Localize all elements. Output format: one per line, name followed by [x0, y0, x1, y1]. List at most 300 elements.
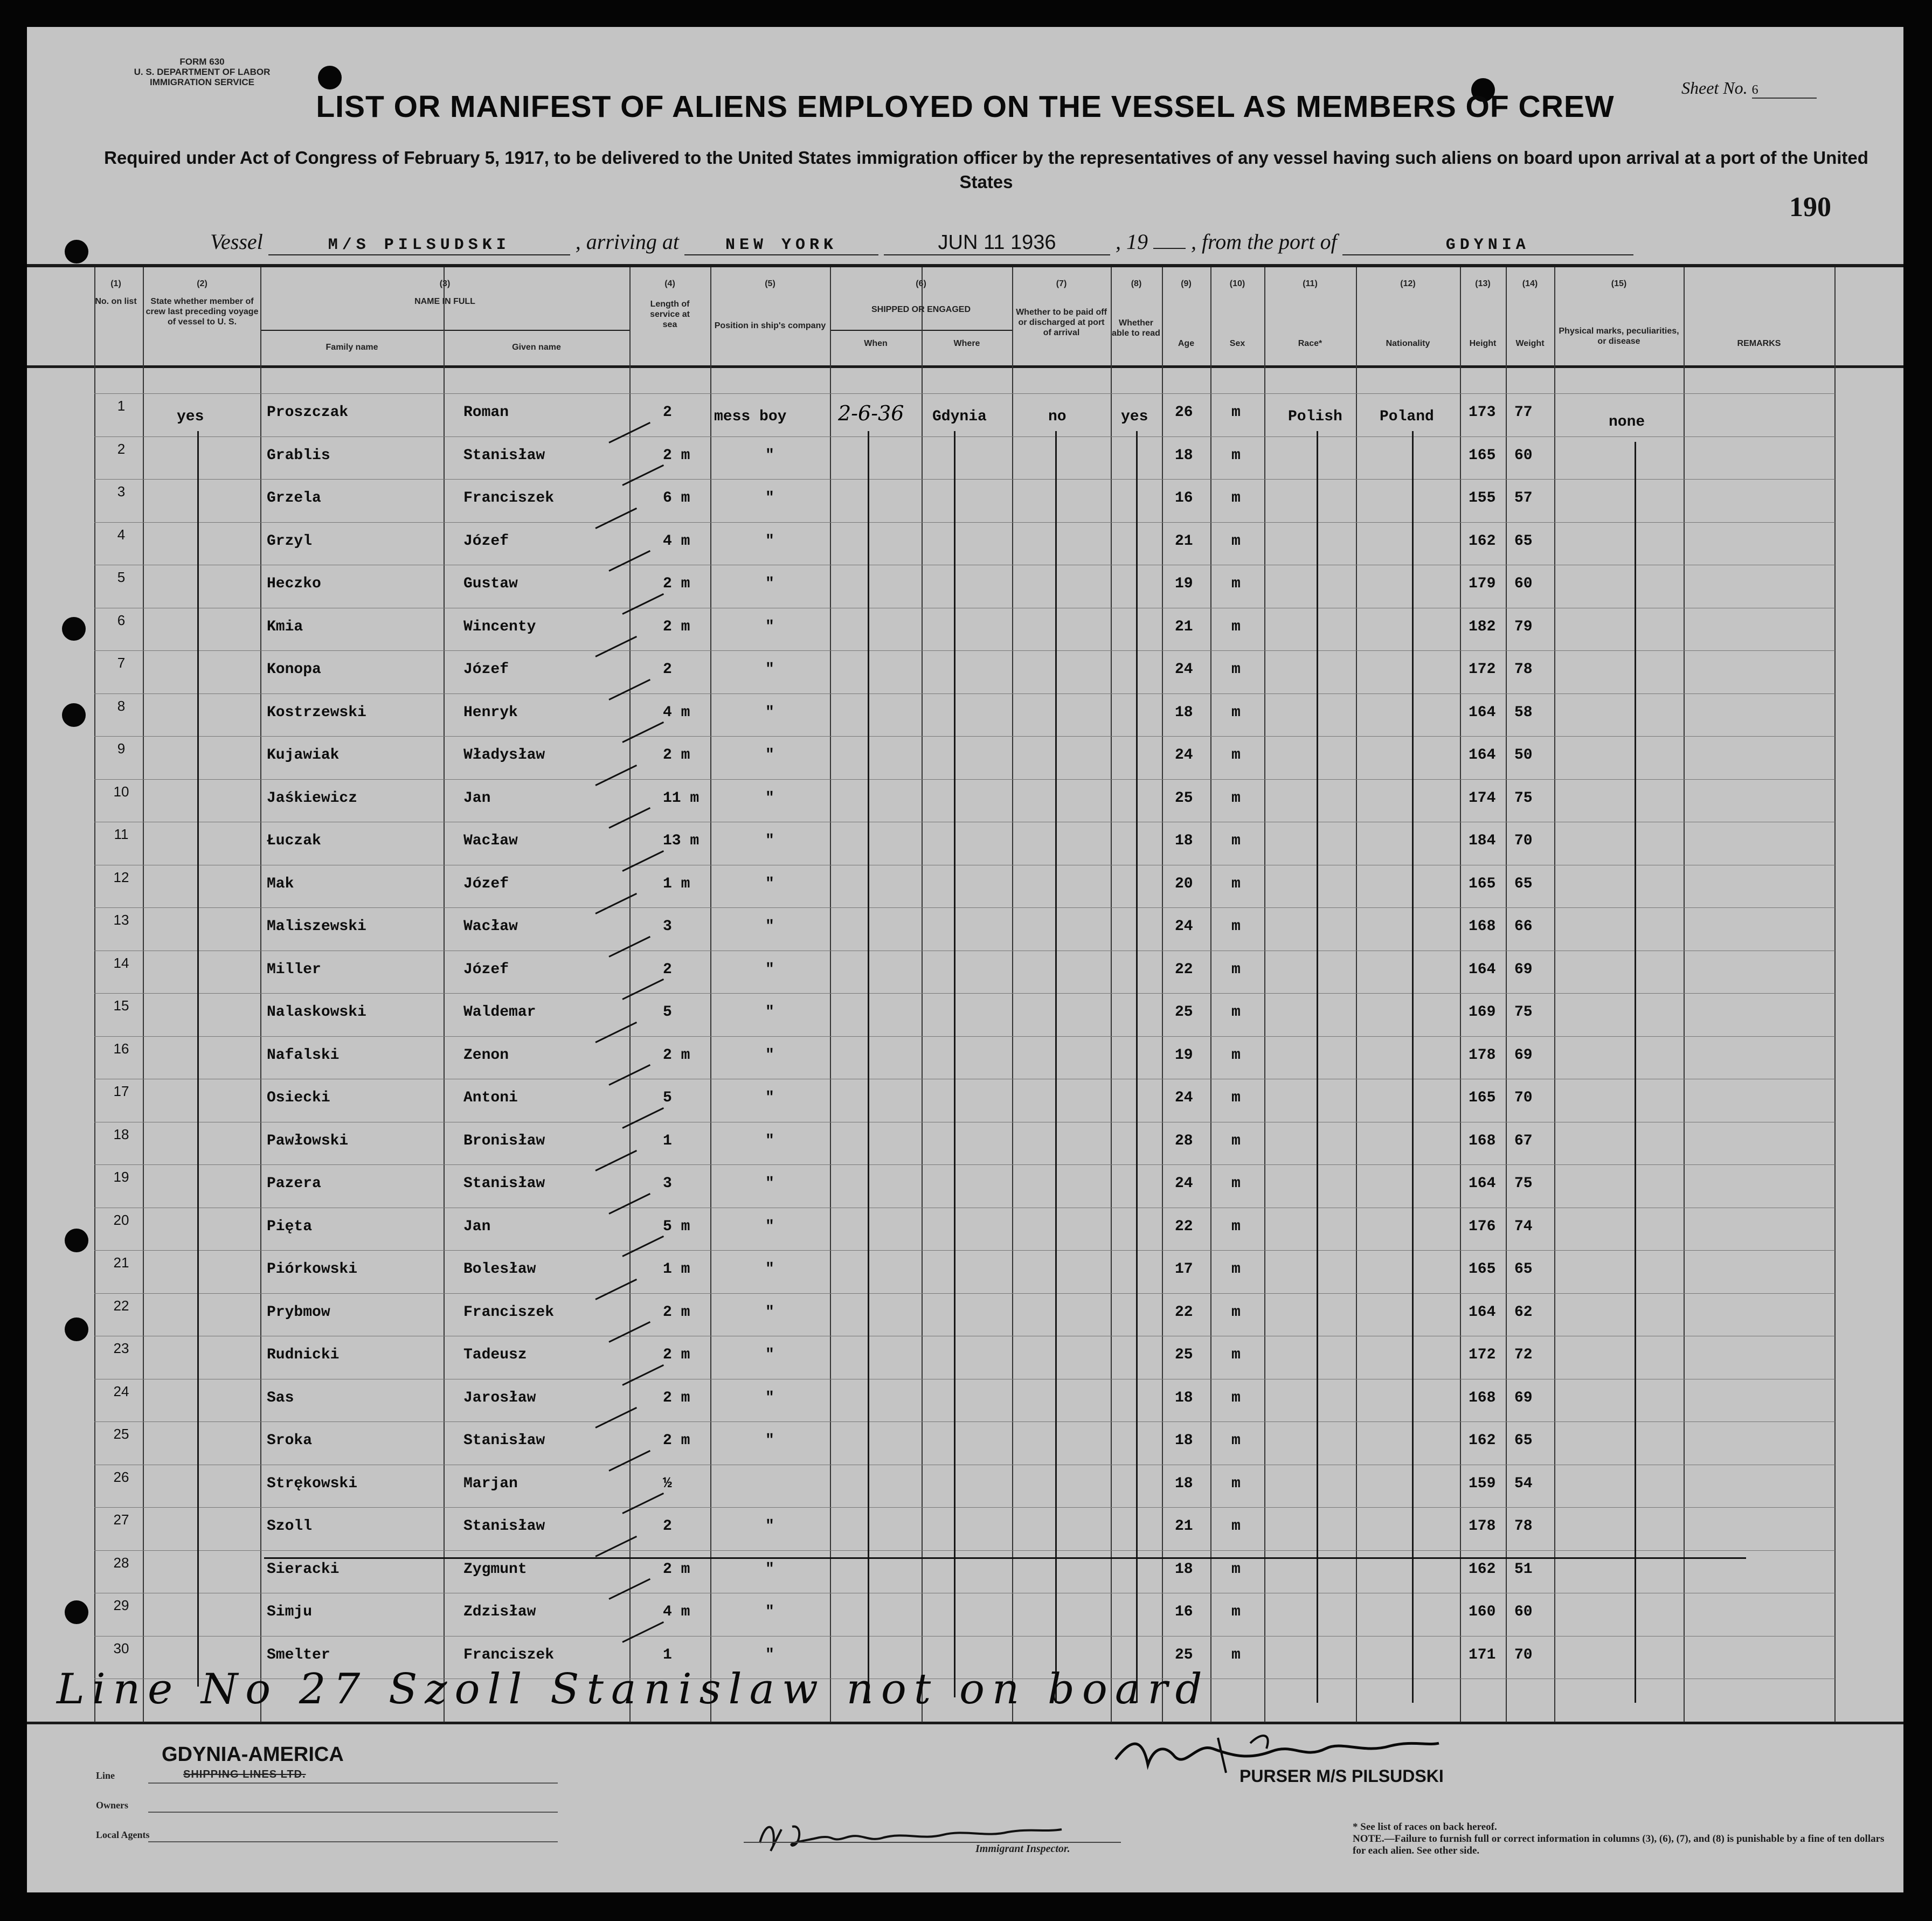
position: " [765, 1561, 774, 1578]
check-tick [595, 1407, 637, 1428]
ditto-line [1412, 431, 1414, 1703]
sex: m [1231, 1390, 1241, 1406]
check-tick [622, 1364, 664, 1386]
family-name: Pawłowski [267, 1133, 349, 1149]
weight: 58 [1514, 704, 1533, 721]
given-name: Franciszek [463, 1304, 555, 1321]
height: 159 [1469, 1475, 1496, 1492]
age: 18 [1175, 1561, 1193, 1578]
weight: 67 [1514, 1133, 1533, 1149]
column-rule [1684, 267, 1685, 1722]
row-number: 22 [113, 1298, 129, 1314]
given-name: Stanisław [463, 1175, 545, 1192]
weight: 54 [1514, 1475, 1533, 1492]
length-of-service: 4 m [663, 533, 690, 550]
binding-hole [65, 240, 88, 263]
inspector-label: Immigrant Inspector. [975, 1843, 1070, 1855]
line-company-sub: SHIPPING LINES LTD. [183, 1769, 306, 1780]
sex: m [1231, 661, 1241, 678]
from-label: , from the port of [1191, 230, 1337, 254]
position: " [765, 1518, 774, 1535]
position: " [765, 790, 774, 807]
family-name: Sas [267, 1390, 294, 1406]
position: " [765, 1647, 774, 1663]
weight: 70 [1514, 1647, 1533, 1663]
header-given: Given name [512, 343, 561, 352]
weight: 74 [1514, 1218, 1533, 1235]
nationality-poland: Poland [1380, 408, 1434, 425]
age: 21 [1175, 619, 1193, 635]
page-title: LIST OR MANIFEST OF ALIENS EMPLOYED ON THE VESSEL AS MEMBERS OF CREW [316, 89, 1615, 124]
col-num: (9) [1181, 279, 1192, 288]
row-number: 23 [113, 1340, 129, 1356]
owners-label: Owners [96, 1800, 128, 1811]
weight: 50 [1514, 747, 1533, 764]
footnote-races: * See list of races on back hereof. [1353, 1821, 1497, 1833]
length-of-service: 2 m [663, 447, 690, 464]
weight: 79 [1514, 619, 1533, 635]
row-number: 25 [113, 1426, 129, 1442]
given-name: Bolesław [463, 1261, 536, 1278]
row-number: 30 [113, 1640, 129, 1656]
check-tick [595, 636, 637, 657]
height: 178 [1469, 1047, 1496, 1064]
weight: 69 [1514, 961, 1533, 978]
sex: m [1231, 1647, 1241, 1663]
shipped-underline [830, 330, 1012, 331]
height: 169 [1469, 1004, 1496, 1021]
row-number: 5 [117, 569, 126, 585]
weight: 69 [1514, 1390, 1533, 1406]
col-num: (4) [664, 279, 675, 288]
sex: m [1231, 1604, 1241, 1620]
sex: m [1231, 790, 1241, 807]
given-name: Jan [463, 790, 491, 807]
given-name: Wacław [463, 833, 518, 849]
family-name: Sroka [267, 1432, 313, 1449]
row-rule [94, 522, 1835, 523]
height: 184 [1469, 833, 1496, 849]
year-label: , 19 [1116, 230, 1148, 254]
ditto-line [868, 431, 869, 1703]
age: 18 [1175, 1390, 1193, 1406]
footnote [1353, 1821, 1886, 1857]
sex: m [1231, 404, 1241, 421]
position: " [765, 575, 774, 592]
weight: 65 [1514, 533, 1533, 550]
row-number: 18 [113, 1126, 129, 1142]
row-rule [94, 779, 1835, 780]
binding-hole [65, 1317, 88, 1341]
family-name: Strękowski [267, 1475, 358, 1492]
family-name: Łuczak [267, 833, 321, 849]
length-of-service: 1 m [663, 1261, 690, 1278]
ditto-line [1055, 431, 1057, 1703]
row-number: 10 [113, 783, 129, 800]
column-rule [143, 267, 144, 1722]
weight: 75 [1514, 1004, 1533, 1021]
row-rule [94, 693, 1835, 694]
sex: m [1231, 747, 1241, 764]
column-rule [710, 267, 711, 1722]
sex: m [1231, 447, 1241, 464]
row-number: 2 [117, 441, 126, 457]
check-tick [595, 1150, 637, 1171]
row-number: 19 [113, 1169, 129, 1185]
given-name: Marjan [463, 1475, 518, 1492]
given-name: Józef [463, 661, 509, 678]
age: 25 [1175, 790, 1193, 807]
family-name: Sieracki [267, 1561, 340, 1578]
given-name: Gustaw [463, 575, 518, 592]
height: 176 [1469, 1218, 1496, 1235]
position: " [765, 533, 774, 550]
check-tick [622, 1621, 664, 1643]
height: 179 [1469, 575, 1496, 592]
paid-off-no: no [1048, 408, 1067, 425]
weight: 77 [1514, 404, 1533, 421]
line-company: GDYNIA-AMERICA [162, 1743, 344, 1766]
col-num: (5) [765, 279, 775, 288]
col-num: (2) [197, 279, 207, 288]
col-num: (11) [1303, 279, 1318, 288]
given-name: Jan [463, 1218, 491, 1235]
header-where: Where [953, 339, 980, 348]
position: " [765, 918, 774, 935]
age: 19 [1175, 575, 1193, 592]
age: 16 [1175, 490, 1193, 507]
length-of-service: 2 m [663, 575, 690, 592]
weight: 69 [1514, 1047, 1533, 1064]
family-name: Nafalski [267, 1047, 340, 1064]
position-mess-boy: mess boy [714, 408, 787, 425]
height: 155 [1469, 490, 1496, 507]
age: 25 [1175, 1004, 1193, 1021]
position: " [765, 490, 774, 507]
age: 21 [1175, 533, 1193, 550]
sex: m [1231, 1090, 1241, 1106]
sex: m [1231, 876, 1241, 892]
row-number: 7 [117, 655, 126, 671]
age: 17 [1175, 1261, 1193, 1278]
weight: 51 [1514, 1561, 1533, 1578]
sex: m [1231, 1347, 1241, 1363]
age: 16 [1175, 1604, 1193, 1620]
age: 26 [1175, 404, 1193, 421]
family-name: Kostrzewski [267, 704, 366, 721]
family-name: Heczko [267, 575, 321, 592]
column-rule [94, 267, 95, 1722]
length-of-service: 5 [663, 1004, 672, 1021]
header-bottom-rule [27, 365, 1903, 368]
height: 178 [1469, 1518, 1496, 1535]
weight: 75 [1514, 790, 1533, 807]
given-name: Franciszek [463, 490, 555, 507]
weight: 78 [1514, 1518, 1533, 1535]
stamp-number: 190 [1789, 192, 1831, 223]
given-name: Bronisław [463, 1133, 545, 1149]
height: 162 [1469, 1561, 1496, 1578]
line-blank [148, 1783, 558, 1784]
given-name: Zygmunt [463, 1561, 527, 1578]
check-tick [622, 1493, 664, 1514]
given-name: Wincenty [463, 619, 536, 635]
column-rule [1506, 267, 1507, 1722]
age: 18 [1175, 704, 1193, 721]
length-of-service: 2 m [663, 1304, 690, 1321]
sex: m [1231, 961, 1241, 978]
shipped-where: Gdynia [932, 408, 987, 425]
header-height: Height [1469, 339, 1497, 348]
ditto-line [1635, 442, 1636, 1703]
height: 165 [1469, 1261, 1496, 1278]
height: 164 [1469, 747, 1496, 764]
check-tick [622, 464, 664, 486]
family-name: Piórkowski [267, 1261, 358, 1278]
family-name: Kmia [267, 619, 303, 635]
age: 19 [1175, 1047, 1193, 1064]
position: " [765, 1347, 774, 1363]
ditto-line [197, 431, 199, 1687]
column-rule [1111, 267, 1112, 1722]
row-number: 9 [117, 740, 126, 757]
position: " [765, 1604, 774, 1620]
weight: 62 [1514, 1304, 1533, 1321]
length-of-service: 2 m [663, 747, 690, 764]
family-name: Osiecki [267, 1090, 330, 1106]
height: 171 [1469, 1647, 1496, 1663]
age: 18 [1175, 1475, 1193, 1492]
family-name: Pięta [267, 1218, 313, 1235]
length-of-service: 2 m [663, 1561, 690, 1578]
family-name: Grzyl [267, 533, 313, 550]
position: " [765, 1047, 774, 1064]
weight: 65 [1514, 876, 1533, 892]
length-of-service: 2 m [663, 1347, 690, 1363]
height: 168 [1469, 1133, 1496, 1149]
header-sex: Sex [1229, 339, 1245, 348]
family-name: Simju [267, 1604, 313, 1620]
position: " [765, 1090, 774, 1106]
date-stamp: JUN 11 1936 [884, 231, 1110, 255]
sex: m [1231, 1261, 1241, 1278]
agents-blank [148, 1841, 558, 1842]
check-tick [595, 508, 637, 529]
strike-line-27 [264, 1557, 1746, 1559]
row-rule [94, 1507, 1835, 1508]
height: 164 [1469, 1304, 1496, 1321]
header-nationality: Nationality [1386, 339, 1430, 348]
sex: m [1231, 1475, 1241, 1492]
position: " [765, 661, 774, 678]
height: 165 [1469, 1090, 1496, 1106]
length-of-service: 2 [663, 1518, 672, 1535]
manifest-sheet [27, 27, 1903, 1892]
family-name: Jaśkiewicz [267, 790, 358, 807]
age: 24 [1175, 918, 1193, 935]
age: 25 [1175, 1647, 1193, 1663]
weight: 65 [1514, 1432, 1533, 1449]
check-tick [595, 1022, 637, 1043]
height: 164 [1469, 961, 1496, 978]
length-of-service: 4 m [663, 1604, 690, 1620]
length-of-service: 11 m [663, 790, 700, 807]
col-num: (14) [1522, 279, 1538, 288]
purser-stamp: PURSER M/S PILSUDSKI [1239, 1766, 1444, 1786]
row-rule [94, 736, 1835, 737]
row-number: 1 [117, 398, 126, 414]
length-of-service: 2 m [663, 1047, 690, 1064]
name-underline [260, 330, 629, 331]
header-when: When [864, 339, 888, 348]
check-tick [595, 893, 637, 914]
family-name: Rudnicki [267, 1347, 340, 1363]
header-no: No. on list [95, 297, 137, 306]
height: 164 [1469, 704, 1496, 721]
check-tick [622, 722, 664, 743]
given-name: Roman [463, 404, 509, 421]
family-name: Prybmow [267, 1304, 330, 1321]
row-number: 20 [113, 1212, 129, 1228]
binding-hole [62, 703, 86, 727]
row-rule [94, 907, 1835, 908]
agents-label: Local Agents [96, 1829, 150, 1840]
state-yes: yes [177, 408, 204, 425]
column-rule [1460, 267, 1461, 1722]
length-of-service: 6 m [663, 490, 690, 507]
column-rule [1012, 267, 1013, 1722]
family-name: Smelter [267, 1647, 330, 1663]
age: 24 [1175, 1090, 1193, 1106]
height: 173 [1469, 404, 1496, 421]
age: 22 [1175, 1218, 1193, 1235]
row-rule [94, 993, 1835, 994]
family-name: Grzela [267, 490, 321, 507]
row-number: 14 [113, 955, 129, 971]
sex: m [1231, 1518, 1241, 1535]
age: 24 [1175, 1175, 1193, 1192]
check-tick [622, 1236, 664, 1257]
position: " [765, 747, 774, 764]
sheet-label: Sheet No. [1681, 78, 1748, 98]
row-number: 24 [113, 1383, 129, 1399]
column-rule [444, 267, 445, 1722]
header-weight: Weight [1515, 339, 1545, 348]
page-subtitle: Required under Act of Congress of February 5, 1917, to be delivered to the United States immigration officer by the representatives of any vessel having such aliens on board upon arrival at a port of the United States [104, 148, 1868, 192]
column-rule [1554, 267, 1555, 1722]
sex: m [1231, 833, 1241, 849]
length-of-service: 5 [663, 1090, 672, 1106]
row-number: 21 [113, 1254, 129, 1271]
sex: m [1231, 918, 1241, 935]
row-rule [94, 1036, 1835, 1037]
race-polish: Polish [1288, 408, 1342, 425]
weight: 65 [1514, 1261, 1533, 1278]
row-number: 26 [113, 1469, 129, 1485]
family-name: Maliszewski [267, 918, 366, 935]
length-of-service: 2 m [663, 619, 690, 635]
row-rule [94, 393, 1835, 394]
check-tick [622, 1107, 664, 1129]
age: 18 [1175, 833, 1193, 849]
given-name: Józef [463, 533, 509, 550]
col-num: (3) [439, 279, 451, 288]
check-tick [595, 765, 637, 786]
column-rule [1210, 267, 1211, 1722]
header-read: Whether able to read [1112, 318, 1160, 338]
row-rule [94, 1421, 1835, 1422]
column-rule [1356, 267, 1357, 1722]
binding-hole [65, 1229, 88, 1252]
sex: m [1231, 1133, 1241, 1149]
sex: m [1231, 704, 1241, 721]
col-num: (7) [1056, 279, 1067, 288]
col-num: (1) [110, 279, 121, 288]
row-number: 17 [113, 1083, 129, 1099]
row-number: 13 [113, 912, 129, 928]
vessel-line [210, 229, 1633, 255]
sex: m [1231, 1432, 1241, 1449]
age: 22 [1175, 1304, 1193, 1321]
position: " [765, 1261, 774, 1278]
height: 165 [1469, 447, 1496, 464]
age: 24 [1175, 747, 1193, 764]
length-of-service: 3 [663, 918, 672, 935]
row-number: 12 [113, 869, 129, 885]
owners-blank [148, 1812, 558, 1813]
handwritten-note: Line No 27 Szoll Stanislaw not on board [57, 1665, 1210, 1714]
length-of-service: 5 m [663, 1218, 690, 1235]
ditto-line [1317, 431, 1318, 1703]
column-rule [1162, 267, 1163, 1722]
col-num: (15) [1611, 279, 1627, 288]
vessel-label: Vessel [210, 230, 263, 254]
row-rule [94, 1164, 1835, 1165]
given-name: Józef [463, 961, 509, 978]
weight: 66 [1514, 918, 1533, 935]
table-bottom-rule [27, 1722, 1903, 1724]
sex: m [1231, 1561, 1241, 1578]
given-name: Władysław [463, 747, 545, 764]
family-name: Konopa [267, 661, 321, 678]
family-name: Mak [267, 876, 294, 892]
given-name: Józef [463, 876, 509, 892]
sex: m [1231, 1004, 1241, 1021]
row-number: 3 [117, 483, 126, 500]
height: 162 [1469, 1432, 1496, 1449]
row-rule [94, 650, 1835, 651]
weight: 60 [1514, 1604, 1533, 1620]
column-rule [1834, 267, 1836, 1722]
row-number: 28 [113, 1555, 129, 1571]
column-rule [922, 267, 923, 1722]
row-number: 16 [113, 1041, 129, 1057]
row-rule [94, 1293, 1835, 1294]
header-state: State whether member of crew last preceding voyage of vessel to U. S. [146, 297, 259, 327]
age: 18 [1175, 1432, 1193, 1449]
position: " [765, 1432, 774, 1449]
col-num: (8) [1131, 279, 1142, 288]
length-of-service: 1 m [663, 876, 690, 892]
position: " [765, 1175, 774, 1192]
length-of-service: 2 m [663, 1432, 690, 1449]
given-name: Wacław [463, 918, 518, 935]
position: " [765, 1218, 774, 1235]
age: 18 [1175, 447, 1193, 464]
column-rule [260, 267, 261, 1722]
header-marks: Physical marks, peculiarities, or disease [1559, 327, 1679, 346]
sex: m [1231, 1175, 1241, 1192]
